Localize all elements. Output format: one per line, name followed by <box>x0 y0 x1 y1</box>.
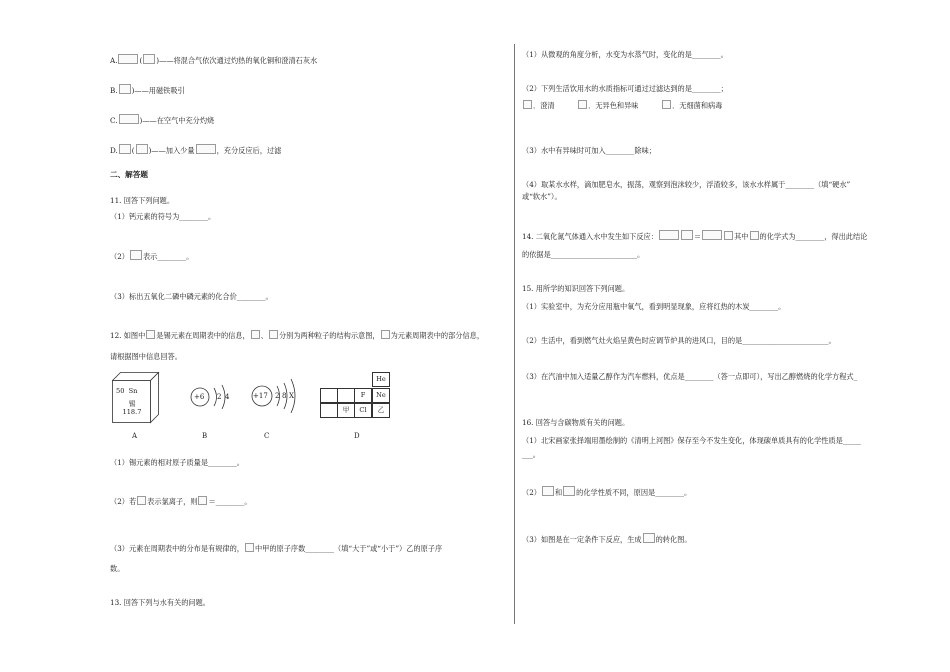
element-mass: 118.7 <box>122 408 142 416</box>
figure-label-a: A <box>132 432 138 440</box>
q12-part3-cont: 数。 <box>110 564 125 573</box>
q11-title: 11. 回答下列问题。 <box>110 196 175 205</box>
nucleus-charge: +6 <box>194 393 205 401</box>
label-image <box>269 330 278 339</box>
figure-label-c: C <box>264 432 270 440</box>
cell-yi: 乙 <box>372 403 390 418</box>
element-card-tin <box>112 372 156 422</box>
cell-f: F <box>354 388 372 403</box>
q12-title: 12. 如图中 是锡元素在周期表中的信息， 、 分别为两种粒子的结构示意图， 为元素周期表中的部分信息， <box>110 331 485 340</box>
q13-part2-options: ．澄清 ．无异色和异味 ．无细菌和病毒 <box>522 100 722 111</box>
label-image <box>146 330 155 339</box>
q12-part1: （1）锡元素的相对原子质量是________。 <box>110 458 244 467</box>
cell-empty <box>320 403 338 418</box>
option-label-image <box>523 100 532 109</box>
label-image <box>137 496 146 505</box>
formula-image <box>118 54 138 64</box>
section-heading: 二、解答题 <box>110 170 148 179</box>
electron-count: 2 <box>217 393 222 401</box>
figure-label-d: D <box>354 432 360 440</box>
label-image <box>245 543 254 552</box>
q16-part1: （1）北宋画家张择端用墨绘制的《清明上河图》保存至今不发生变化，体现碳单质具有的化学性质是_____ <box>522 436 861 445</box>
q13-title: 13. 回答下列与水有关的问题。 <box>110 598 210 607</box>
label-image <box>381 330 390 339</box>
q11-part2: （2） 表示________。 <box>110 252 194 261</box>
formula-image <box>681 230 693 240</box>
q15-part1: （1）实验室中，为充分应用瓶中氧气，看到明显现象，应将红热的木炭________。 <box>522 302 786 311</box>
q16-part2: （2） 和 的化学性质不同，原因是________。 <box>522 488 692 497</box>
column-divider <box>514 44 515 624</box>
q12-part2: （2）若 表示氯离子，则 ＝________。 <box>110 497 252 506</box>
element-atomic-number-and-symbol: 50 Sn <box>116 387 138 395</box>
option-label-image <box>662 100 671 109</box>
formula-image <box>659 230 679 240</box>
label-image <box>251 330 260 339</box>
q15-part2: （2）生活中，看到燃气灶火焰呈黄色时应调节炉具的进风口，目的是________________________。 <box>522 336 836 345</box>
nucleus-charge: +17 <box>253 392 268 400</box>
formula-image <box>136 144 148 154</box>
formula-image <box>130 250 142 260</box>
option-c: C. )——在空气中充分灼烧 <box>110 116 215 125</box>
electron-count: 2 <box>275 392 280 400</box>
q14-text: 14. 二氧化氮气体通入水中发生如下反应： ＝ 其中 的化学式为________，得出此结论 <box>522 232 868 241</box>
q13-part1: （1）从微观的角度分析，水变为水蒸气时，变化的是________。 <box>522 50 728 59</box>
formula-image <box>119 84 131 94</box>
formula-image <box>542 486 554 496</box>
q13-part3: （3）水中有异味时可加入________除味； <box>522 146 656 155</box>
cell-empty <box>320 388 338 403</box>
q16-title: 16. 回答与含碳物质有关的问题。 <box>522 418 630 427</box>
formula-image <box>724 231 733 240</box>
option-a: A. ( )——将混合气依次通过灼热的氧化铜和澄清石灰水 <box>110 56 318 65</box>
formula-image <box>143 54 155 64</box>
option-label-image <box>578 100 587 109</box>
formula-image <box>643 533 655 543</box>
formula-image <box>750 231 759 240</box>
q13-part2: （2）下列生活饮用水的水质指标可通过过滤达到的是________； <box>522 84 728 93</box>
cell-empty <box>337 388 355 403</box>
q13-part4-cont: 或“软水”）。 <box>522 192 562 201</box>
q14-text-cont: 的依据是________________________。 <box>522 250 645 259</box>
electron-count: 8 <box>282 392 287 400</box>
electron-count-unknown: X <box>289 392 294 400</box>
q16-part1-cont: ___。 <box>522 450 540 459</box>
formula-image <box>119 114 139 124</box>
formula-image <box>563 486 575 496</box>
formula-image <box>702 230 722 240</box>
option-d: D. ( )——加入少量 ，充分反应后，过滤 <box>110 146 282 155</box>
cell-he: He <box>372 372 390 387</box>
q13-part4: （4）取某水水样，滴加肥皂水，振荡，观察到泡沫较少，浮渣较多，该水水样属于________（填“硬水” <box>522 180 851 189</box>
q12-part3: （3）元素在周期表中的分布是有规律的， 中甲的原子序数________（填“大于”或“小于”）乙的原子序 <box>110 544 443 553</box>
q15-part3: （3）在汽油中加入适量乙醇作为汽车燃料，优点是________（答一点即可），写出乙醇燃烧的化学方程式_ <box>522 372 858 381</box>
formula-image <box>198 496 207 505</box>
q11-part1: （1）钙元素的符号为________。 <box>110 212 216 221</box>
cell-cl: Cl <box>354 403 372 418</box>
electron-count: 4 <box>225 393 230 401</box>
element-name: 锡 <box>128 400 136 408</box>
figure-label-b: B <box>202 432 208 440</box>
formula-image <box>119 144 131 154</box>
formula-image <box>196 144 216 154</box>
option-b: B. )——用磁铁吸引 <box>110 86 185 95</box>
q12-title-cont: 请根据图中信息回答。 <box>110 352 182 361</box>
q11-part3: （3）标出五氧化二磷中磷元素的化合价________。 <box>110 292 273 301</box>
cell-jia: 甲 <box>337 403 355 418</box>
cell-ne: Ne <box>372 388 390 403</box>
q15-title: 15. 用所学的知识回答下列问题。 <box>522 284 630 293</box>
q16-part3: （3）如图是在一定条件下反应，生成 的转化图。 <box>522 535 692 544</box>
